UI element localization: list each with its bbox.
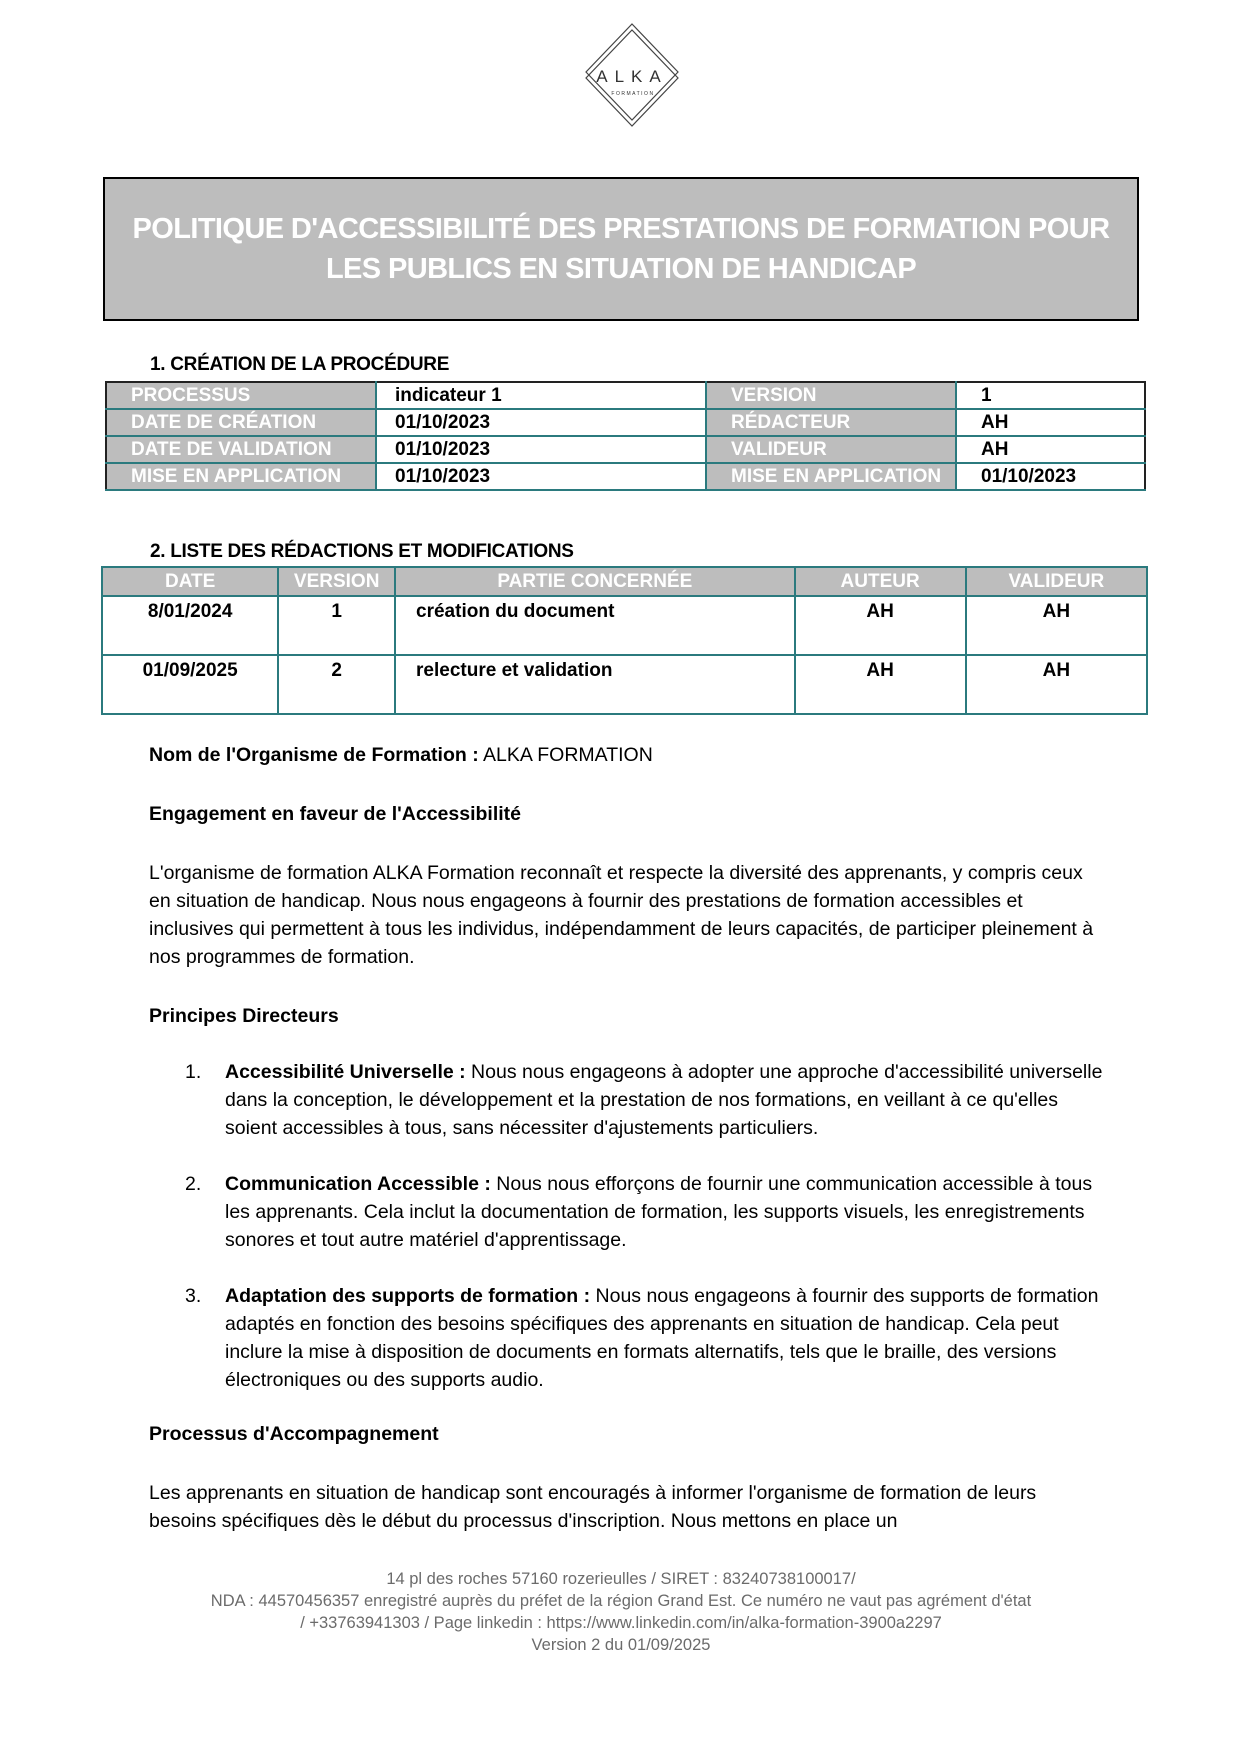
revisions-header: VERSION [278,567,395,596]
revisions-cell: 2 [278,655,395,714]
revisions-header: AUTEUR [795,567,966,596]
procedure-value: AH [956,436,1145,463]
engagement-paragraph: L'organisme de formation ALKA Formation reconnaît et respecte la diversité des apprenants, y compris ceux en situation de handicap. Nous nous engageons à fournir des prestations de formation accessibles et inclusives qui permettent à tous les individus, indépendamment de leurs capacités, de participer pleinement à nos programmes de formation. [149,862,1094,968]
document-title: POLITIQUE D'ACCESSIBILITÉ DES PRESTATIONS DE FORMATION POUR LES PUBLICS EN SITUATION DE HANDICAP [132,213,1110,285]
revisions-cell: 1 [278,596,395,655]
principe-number: 2. [185,1173,202,1195]
procedure-label: VERSION [706,382,956,409]
footer-version: Version 2 du 01/09/2025 [531,1636,711,1654]
principe-item [185,1058,1105,1142]
procedure-label: RÉDACTEUR [706,409,956,436]
principe-text: Nous nous efforçons de fournir une communication accessible à tous les apprenants. Cela inclut la documentation de formation, les supports visuels, les enregistrements sonores et tout autre matériel d'apprentissage. [225,1173,1093,1251]
logo-brand: ALKA [596,67,668,86]
procedure-table [105,381,1146,491]
procedure-row [106,409,1145,436]
principe-number: 3. [185,1285,202,1307]
footer-nda: NDA : 44570456357 enregistré auprès du préfet de la région Grand Est. Ce numéro ne vaut pas agrément d'état [210,1592,1032,1610]
document-title-box [103,177,1139,321]
principes-list [185,1058,1105,1422]
diamond-logo-icon [584,22,680,132]
revisions-cell: 8/01/2024 [102,596,278,655]
revisions-table [101,566,1148,715]
procedure-value: 01/10/2023 [376,436,706,463]
page-footer [0,1568,1242,1656]
principe-item [185,1170,1105,1254]
principe-body [225,1282,1105,1394]
procedure-row [106,382,1145,409]
revisions-cell: AH [795,655,966,714]
revisions-header: VALIDEUR [966,567,1147,596]
principe-title: Communication Accessible : [225,1173,491,1195]
procedure-value: AH [956,409,1145,436]
footer-address: 14 pl des roches 57160 rozerieulles / SIRET : 83240738100017/ [386,1570,856,1588]
procedure-value: 01/10/2023 [376,463,706,490]
procedure-row [106,463,1145,490]
org-name-line [149,741,1094,769]
revisions-row [102,655,1147,714]
revisions-row [102,596,1147,655]
accompagnement-heading: Processus d'Accompagnement [149,1423,439,1445]
revisions-cell: AH [966,655,1147,714]
procedure-value: 1 [956,382,1145,409]
section1-label: 1. CRÉATION DE LA PROCÉDURE [150,354,450,375]
org-name-label: Nom de l'Organisme de Formation : [149,744,479,766]
procedure-label: MISE EN APPLICATION [106,463,376,490]
revisions-cell: AH [795,596,966,655]
principe-body [225,1170,1105,1254]
procedure-value: 01/10/2023 [956,463,1145,490]
procedure-value: indicateur 1 [376,382,706,409]
revisions-header: DATE [102,567,278,596]
procedure-label: VALIDEUR [706,436,956,463]
revisions-cell: 01/09/2025 [102,655,278,714]
principe-item [185,1282,1105,1394]
section2-label: 2. LISTE DES RÉDACTIONS ET MODIFICATIONS [150,541,574,562]
org-name-value: ALKA FORMATION [478,744,653,766]
accompagnement-paragraph: Les apprenants en situation de handicap sont encouragés à informer l'organisme de formation de leurs besoins spécifiques dès le début du processus d'inscription. Nous mettons en place un [149,1482,1037,1532]
principe-text: Nous nous engageons à fournir des supports de formation adaptés en fonction des besoins spécifiques des apprenants en situation de handicap. Cela peut inclure la mise à disposition de documents en formats alternatifs, tels que le braille, des versions électroniques ou des supports audio. [225,1285,1099,1391]
footer-contact: / +33763941303 / Page linkedin : https://www.linkedin.com/in/alka-formation-3900a2297 [300,1614,942,1632]
procedure-label: DATE DE VALIDATION [106,436,376,463]
principes-heading: Principes Directeurs [149,1005,339,1027]
revisions-cell: création du document [395,596,795,655]
alka-logo [584,22,680,132]
procedure-label: PROCESSUS [106,382,376,409]
engagement-heading: Engagement en faveur de l'Accessibilité [149,803,522,825]
revisions-header: PARTIE CONCERNÉE [395,567,795,596]
principe-title: Accessibilité Universelle : [225,1061,466,1083]
procedure-label: MISE EN APPLICATION [706,463,956,490]
revisions-cell: AH [966,596,1147,655]
procedure-row [106,436,1145,463]
principe-text: Nous nous engageons à adopter une approche d'accessibilité universelle dans la conception, le développement et la prestation de nos formations, en veillant à ce qu'elles soient accessibles à tous, sans nécessiter d'ajustements particuliers. [225,1061,1103,1139]
principe-number: 1. [185,1061,202,1083]
logo-subtitle: FORMATION [611,91,655,97]
procedure-value: 01/10/2023 [376,409,706,436]
revisions-cell: relecture et validation [395,655,795,714]
procedure-label: DATE DE CRÉATION [106,409,376,436]
principe-title: Adaptation des supports de formation : [225,1285,591,1307]
principe-body [225,1058,1105,1142]
